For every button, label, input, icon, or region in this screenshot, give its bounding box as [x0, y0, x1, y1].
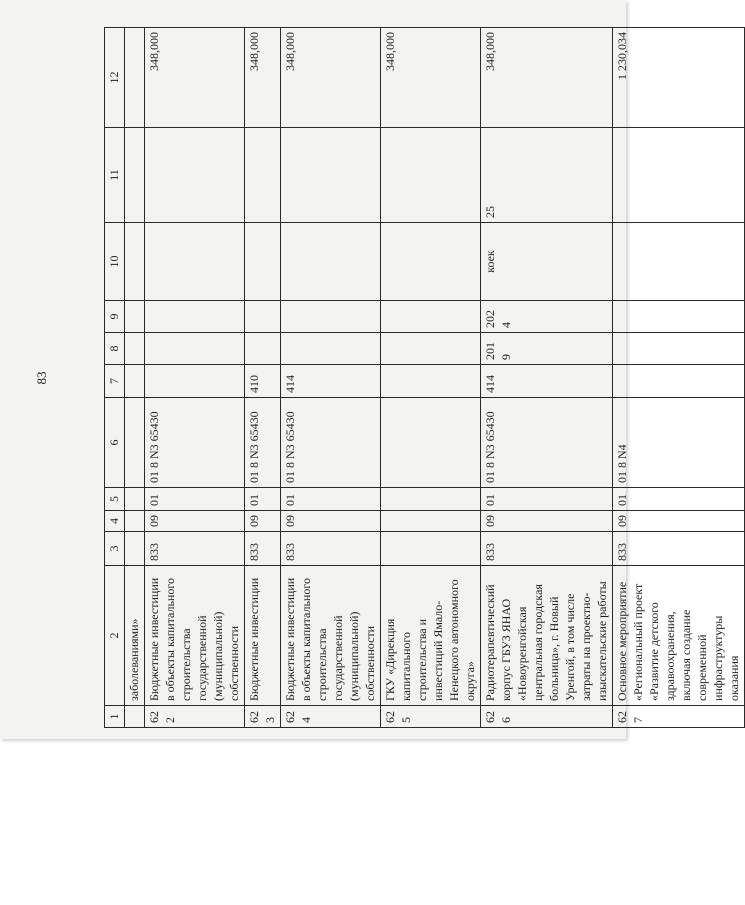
- cell-col6: 01 8 N3 65430: [245, 398, 281, 488]
- column-header: 5: [105, 488, 125, 511]
- cell-col5: 01: [481, 488, 613, 511]
- cell-col3: 833: [613, 532, 745, 566]
- row-number: 625: [381, 706, 481, 728]
- expense-name: Бюджетные инвестиции: [245, 566, 281, 706]
- cell-col9: [145, 301, 245, 333]
- cell-col3: 833: [145, 532, 245, 566]
- cell-col6: [125, 398, 145, 488]
- cell-col4: 09: [245, 511, 281, 532]
- cell-col10: [125, 223, 145, 301]
- cell-col12: 1 230,034: [613, 28, 745, 128]
- cell-col8: [281, 333, 381, 365]
- cell-col7: 414: [481, 365, 613, 398]
- cell-col12: [125, 28, 145, 128]
- rotated-page-content: [8, 28, 741, 728]
- table-row: [613, 28, 745, 728]
- cell-col9: [613, 301, 745, 333]
- cell-col10: [613, 223, 745, 301]
- cell-col11: 25: [481, 128, 613, 223]
- cell-col11: [125, 128, 145, 223]
- cell-col9: 2024: [481, 301, 613, 333]
- cell-col7: 410: [245, 365, 281, 398]
- cell-col3: 833: [481, 532, 613, 566]
- cell-col10: [381, 223, 481, 301]
- cell-col6: 01 8 N3 65430: [281, 398, 381, 488]
- column-header: 6: [105, 398, 125, 488]
- cell-col5: [381, 488, 481, 511]
- cell-col4: 09: [613, 511, 745, 532]
- cell-col10: коек: [481, 223, 613, 301]
- table-row: [145, 28, 245, 728]
- cell-col7: [613, 365, 745, 398]
- cell-col11: [245, 128, 281, 223]
- cell-col6: 01 8 N3 65430: [481, 398, 613, 488]
- cell-col3: 833: [281, 532, 381, 566]
- column-header: 10: [105, 223, 125, 301]
- cell-col4: [125, 511, 145, 532]
- cell-col6: 01 8 N4: [613, 398, 745, 488]
- row-number: 626: [481, 706, 613, 728]
- cell-col3: [125, 532, 145, 566]
- cell-col8: [245, 333, 281, 365]
- cell-col12: 348,000: [245, 28, 281, 128]
- cell-col9: [281, 301, 381, 333]
- expense-name: Радиотерапевтический корпус ГБУЗ ЯНАО «Новоуренгойская центральная городская больница», г. Новый Уренгой, в том числе затраты на проектно-изыскательские работы: [481, 566, 613, 706]
- cell-col7: [381, 365, 481, 398]
- column-header: 9: [105, 301, 125, 333]
- table-row: [481, 28, 613, 728]
- column-header: 7: [105, 365, 125, 398]
- cell-col8: [145, 333, 245, 365]
- cell-col4: 09: [145, 511, 245, 532]
- cell-col5: 01: [281, 488, 381, 511]
- cell-col4: 09: [281, 511, 381, 532]
- expense-name: ГКУ «Дирекция капитального строительства и инвестиций Ямало-Ненецкого автономного округа»: [381, 566, 481, 706]
- cell-col8: [381, 333, 481, 365]
- cell-col10: [245, 223, 281, 301]
- row-number: 622: [145, 706, 245, 728]
- cell-col11: [381, 128, 481, 223]
- cell-col12: 348,000: [381, 28, 481, 128]
- column-header: 4: [105, 511, 125, 532]
- column-header: 11: [105, 128, 125, 223]
- budget-table: [104, 27, 745, 728]
- cell-col12: 348,000: [481, 28, 613, 128]
- cell-col10: [145, 223, 245, 301]
- cell-col11: [145, 128, 245, 223]
- cell-col8: 2019: [481, 333, 613, 365]
- cell-col9: [245, 301, 281, 333]
- row-number: 627: [613, 706, 745, 728]
- column-header: 12: [105, 28, 125, 128]
- cell-col8: [613, 333, 745, 365]
- table-row: [245, 28, 281, 728]
- cell-col11: [613, 128, 745, 223]
- row-number: [125, 706, 145, 728]
- cell-col12: 348,000: [145, 28, 245, 128]
- cell-col7: 414: [281, 365, 381, 398]
- column-header: 1: [105, 706, 125, 728]
- table-row: [381, 28, 481, 728]
- cell-col5: 01: [145, 488, 245, 511]
- column-header: 8: [105, 333, 125, 365]
- cell-col4: [381, 511, 481, 532]
- page-number: 83: [34, 371, 49, 385]
- cell-col7: [125, 365, 145, 398]
- cell-col11: [281, 128, 381, 223]
- cell-col12: 348,000: [281, 28, 381, 128]
- cell-col6: [381, 398, 481, 488]
- column-header: 2: [105, 566, 125, 706]
- table-row: [125, 28, 145, 728]
- cell-col3: 833: [245, 532, 281, 566]
- expense-name: Основное мероприятие «Региональный проект «Развитие детского здравоохранения, включая создание современной инфраструктуры оказания: [613, 566, 745, 706]
- expense-name: Бюджетные инвестиции в объекты капитального строительства государственной (муниципальной) собственности: [145, 566, 245, 706]
- column-header: 3: [105, 532, 125, 566]
- cell-col7: [145, 365, 245, 398]
- cell-col5: [125, 488, 145, 511]
- cell-col3: [381, 532, 481, 566]
- expense-name: заболеваниями»: [125, 566, 145, 706]
- table-row: [281, 28, 381, 728]
- expense-name: Бюджетные инвестиции в объекты капитального строительства государственной (муниципальной) собственности: [281, 566, 381, 706]
- cell-col10: [281, 223, 381, 301]
- cell-col6: 01 8 N3 65430: [145, 398, 245, 488]
- cell-col9: [125, 301, 145, 333]
- row-number: 624: [281, 706, 381, 728]
- cell-col9: [381, 301, 481, 333]
- column-number-row: [105, 28, 125, 728]
- cell-col4: 09: [481, 511, 613, 532]
- cell-col5: 01: [613, 488, 745, 511]
- row-number: 623: [245, 706, 281, 728]
- cell-col8: [125, 333, 145, 365]
- cell-col5: 01: [245, 488, 281, 511]
